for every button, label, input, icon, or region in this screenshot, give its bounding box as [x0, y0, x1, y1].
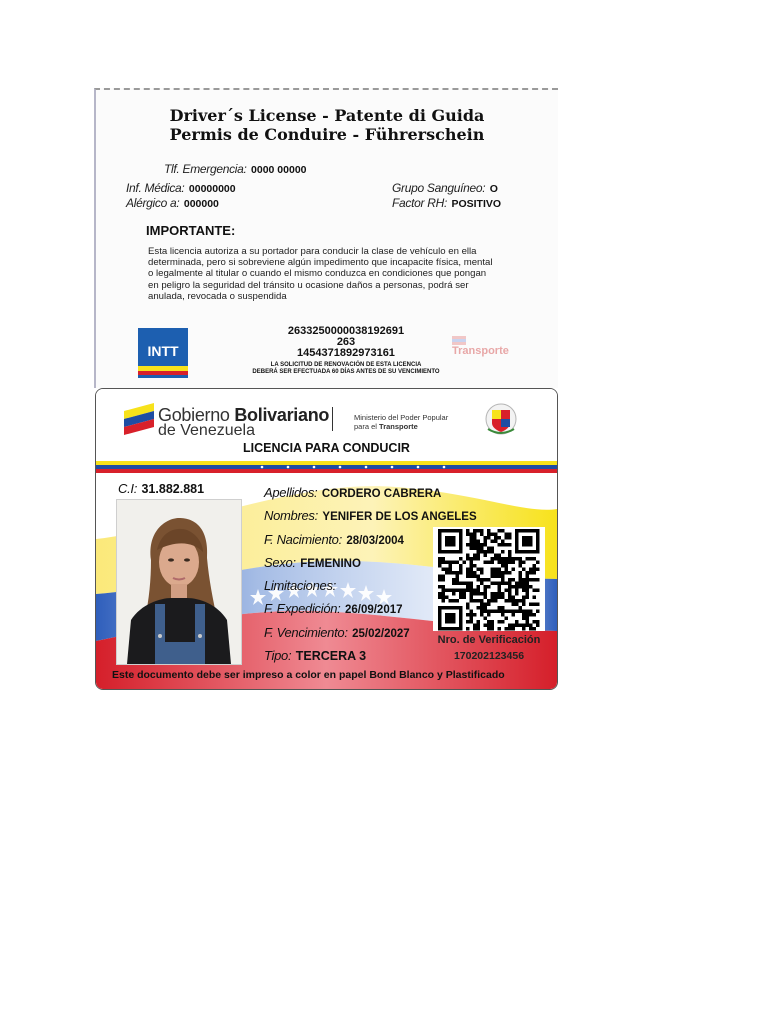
- expiry-value: 25/02/2027: [352, 628, 410, 640]
- names-row: [264, 507, 477, 525]
- blood-label: Grupo Sanguíneo:: [392, 181, 486, 195]
- issue-label: F. Expedición:: [264, 601, 341, 616]
- gov-bold: Bolivariano: [234, 405, 330, 425]
- rh-row: [392, 194, 501, 212]
- medical-value: 00000000: [188, 183, 236, 195]
- holder-photo: [116, 499, 242, 665]
- birth-value: 28/03/2004: [346, 535, 404, 547]
- limits-label: Limitaciones:: [264, 578, 336, 593]
- ministry-logo-text: Transporte: [452, 345, 509, 357]
- ministry-transport-logo: [446, 332, 516, 362]
- birth-label: F. Nacimiento:: [264, 532, 342, 547]
- emergency-row: [164, 160, 307, 178]
- ministry-bold: Transporte: [379, 422, 418, 431]
- license-title-multilang-2: Permis de Conduire - Führerschein: [169, 125, 485, 144]
- surname-value: CORDERO CABRERA: [321, 488, 442, 500]
- ci-label: C.I:: [118, 481, 138, 496]
- sex-row: [264, 554, 361, 572]
- license-title-multilang-1: Driver´s License - Patente di Guida: [169, 106, 485, 125]
- surname-label: Apellidos:: [264, 485, 318, 500]
- issue-value: 26/09/2017: [344, 604, 403, 616]
- government-name-line-2: de Venezuela: [158, 422, 255, 439]
- sex-value: FEMENINO: [300, 558, 361, 570]
- ministry-prefix: para el: [354, 422, 380, 431]
- birth-row: [264, 531, 404, 549]
- sex-label: Sexo:: [264, 555, 296, 570]
- print-instructions: Este documento debe ser impreso a color en papel Bond Blanco y Plastificado: [112, 669, 505, 681]
- type-value: TERCERA 3: [295, 649, 367, 663]
- number-line-2: 263: [336, 336, 356, 348]
- gov-prefix: Gobierno: [158, 405, 235, 425]
- medical-label: Inf. Médica:: [126, 181, 185, 195]
- ministry-name: [354, 413, 448, 431]
- expiry-label: F. Vencimiento:: [264, 625, 348, 640]
- license-front: [95, 388, 558, 690]
- verification-number: 170202123456: [453, 650, 525, 662]
- license-numbers: [246, 326, 446, 376]
- verification-label: Nro. de Verificación: [437, 634, 541, 646]
- license-back: [94, 88, 558, 388]
- number-line-3: 1454371892973161: [297, 347, 395, 359]
- renewal-line-1: LA SOLICITUD DE RENOVACIÓN DE ESTA LICENCIA: [270, 362, 422, 368]
- emergency-label: Tlf. Emergencia:: [164, 162, 247, 176]
- important-text: Esta licencia autoriza a su portador para conducir la clase de vehículo en ella determinada, pero si sobreviene algún impedimento que incapacite física, mental o legalmente al titular o cuando el mismo conduzca en condiciones que pongan en peligro la seguridad del tránsito u ocasione daños a personas, podrá ser anulada, revocada o suspendida: [148, 246, 493, 302]
- names-label: Nombres:: [264, 508, 318, 523]
- license-title: LICENCIA PARA CONDUCIR: [243, 441, 410, 455]
- ci-value: 31.882.881: [141, 482, 205, 496]
- rh-label: Factor RH:: [392, 196, 448, 210]
- issue-row: [264, 600, 403, 618]
- qr-code: [433, 527, 545, 631]
- ci-row: [118, 480, 204, 498]
- intt-logo-text: INTT: [147, 343, 179, 359]
- rh-value: POSITIVO: [451, 198, 502, 210]
- limits-row: [264, 577, 336, 595]
- header-divider: [332, 407, 333, 431]
- names-value: YENIFER DE LOS ANGELES: [322, 511, 477, 523]
- blood-value: O: [489, 183, 498, 195]
- renewal-line-2: DEBERÁ SER EFECTUADA 60 DÍAS ANTES DE SU VENCIMIENTO: [252, 369, 440, 375]
- number-line-1: 2633250000038192691: [287, 325, 405, 337]
- ministry-line-1: Ministerio del Poder Popular: [354, 413, 449, 422]
- important-heading: IMPORTANTE:: [146, 223, 236, 238]
- allergic-row: [126, 194, 219, 212]
- intt-logo: [138, 328, 188, 378]
- allergic-label: Alérgico a:: [126, 196, 180, 210]
- expiry-row: [264, 624, 410, 642]
- type-label: Tipo:: [264, 648, 292, 663]
- type-row: [264, 647, 366, 665]
- surname-row: [264, 484, 441, 502]
- coat-of-arms-icon: [486, 404, 516, 434]
- allergic-value: 000000: [183, 198, 219, 210]
- emergency-value: 0000 00000: [251, 164, 307, 176]
